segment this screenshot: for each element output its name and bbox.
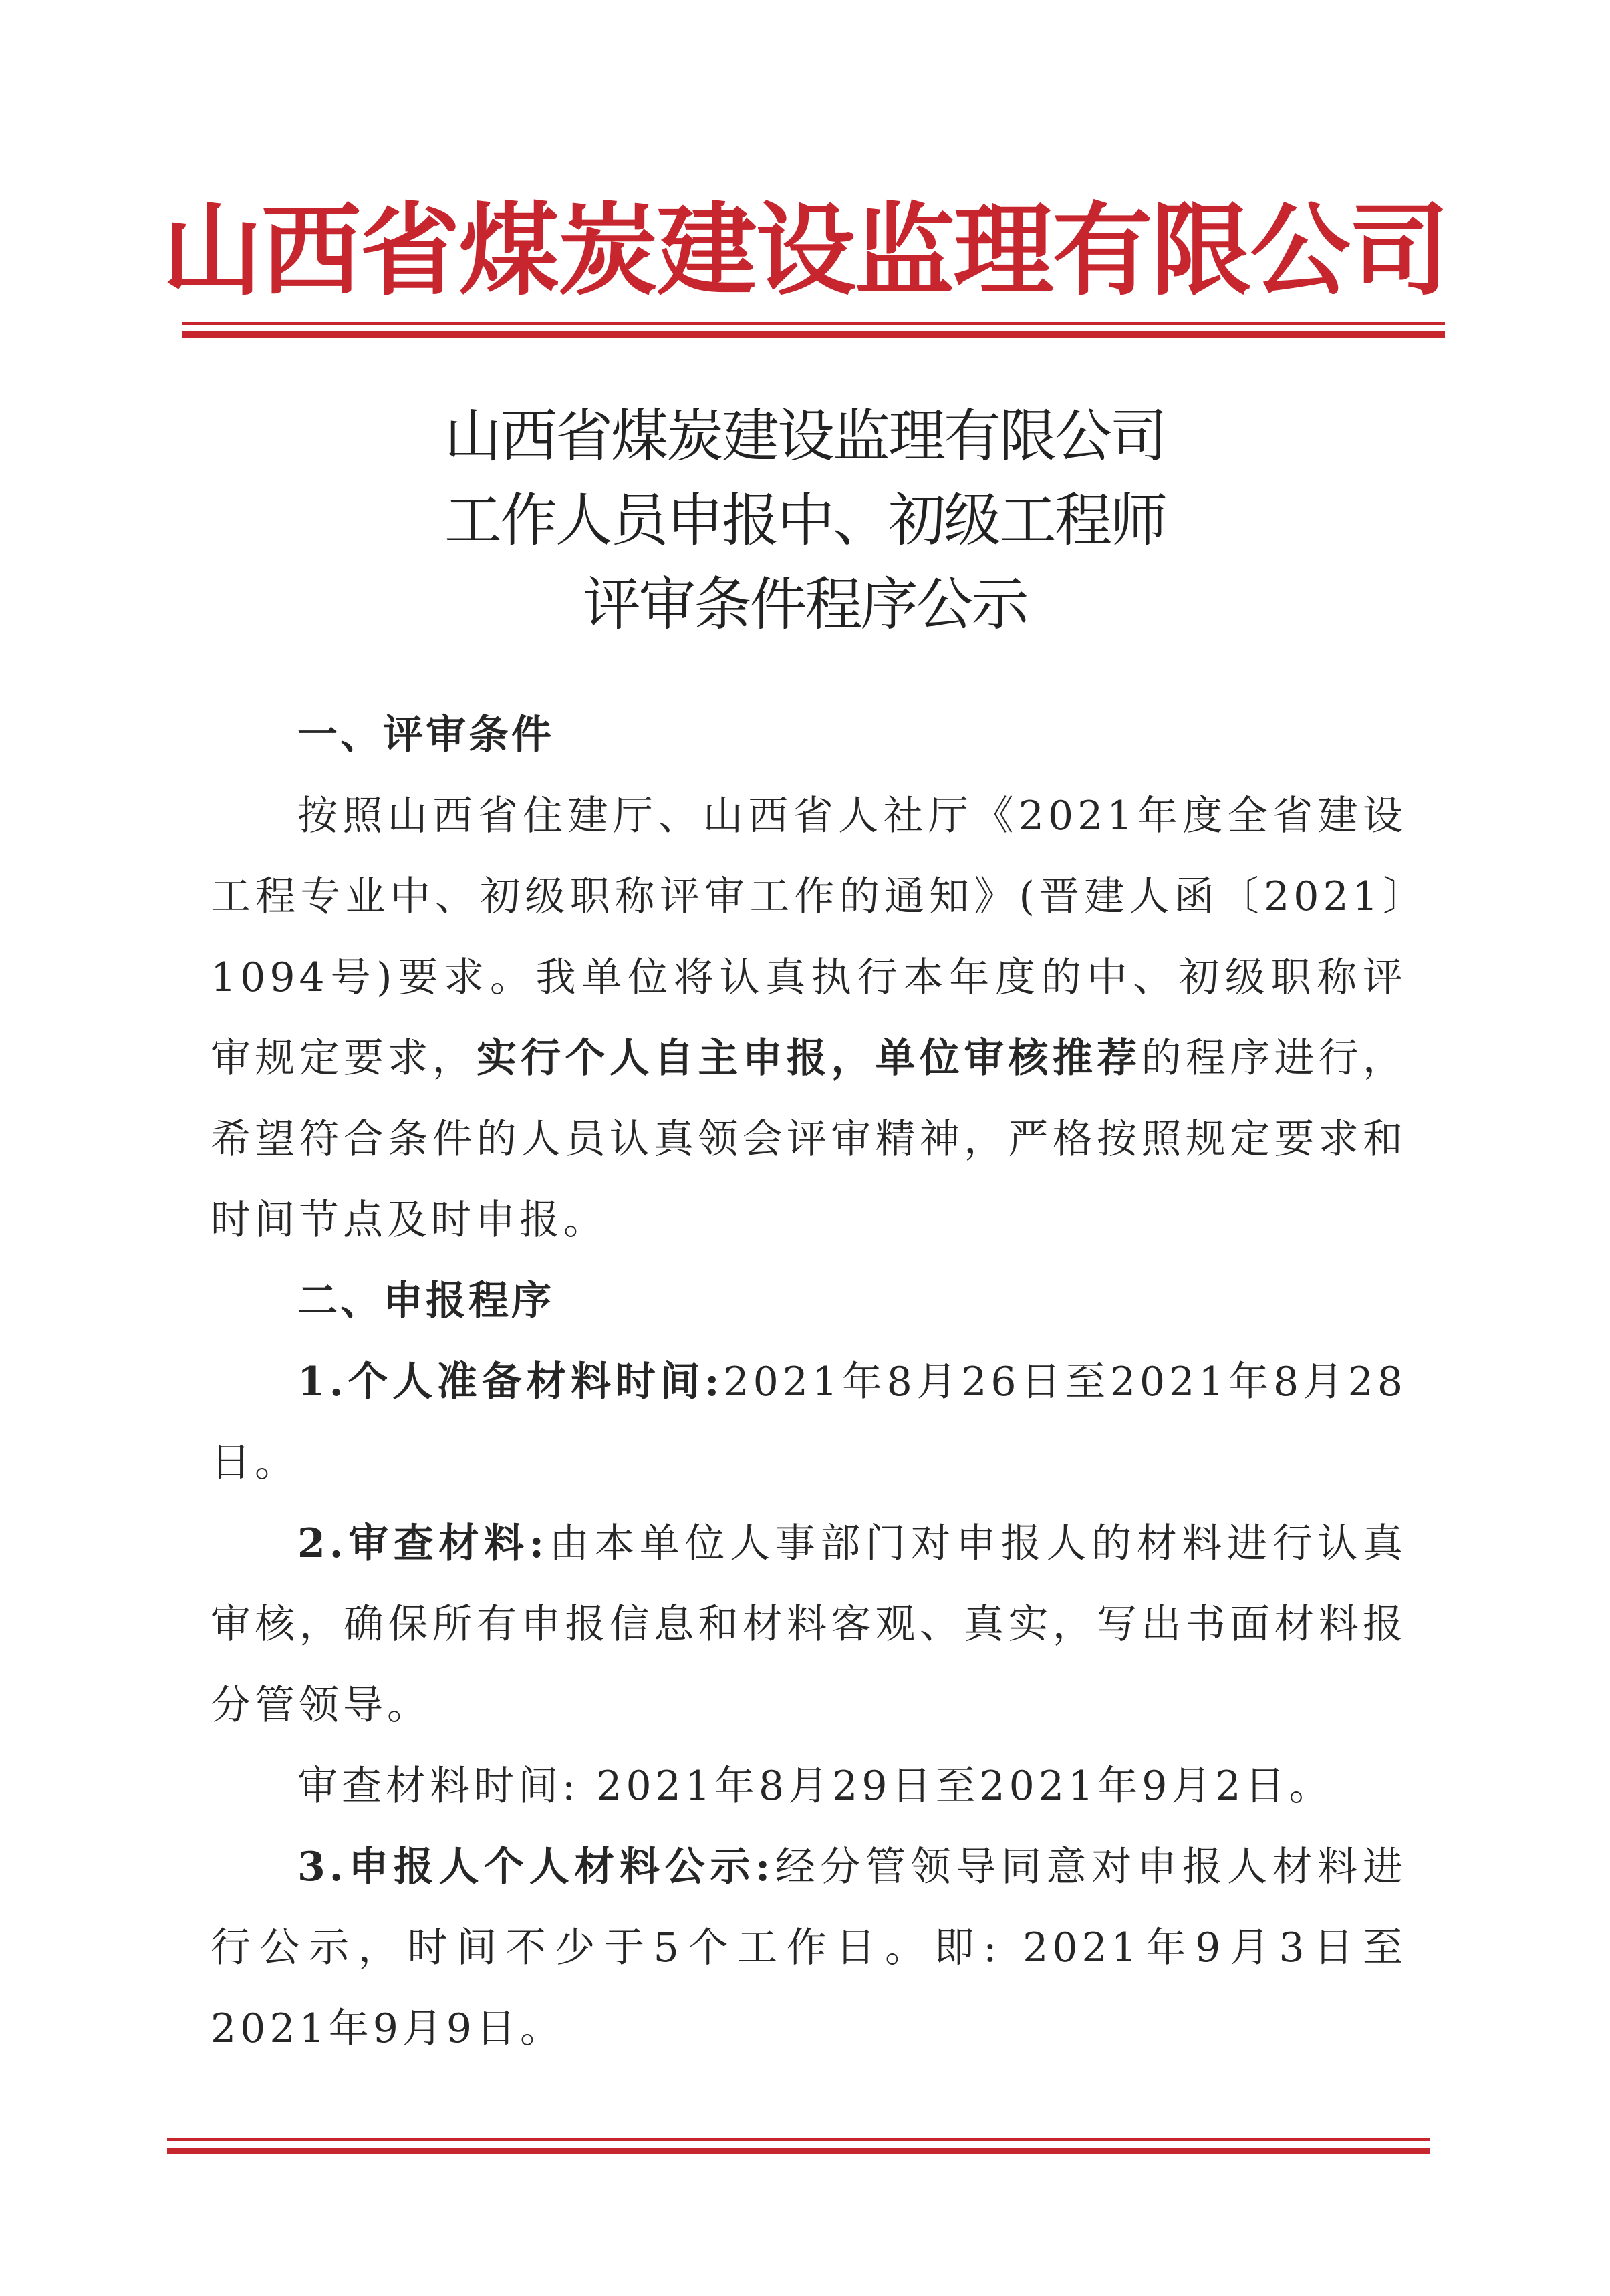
procedure-item-3 — [211, 1827, 1407, 2069]
item-1-label: 1.个人准备材料时间: — [297, 1358, 724, 1405]
item-3-label: 3.申报人个人材料公示: — [297, 1844, 775, 1890]
section-1-bold-phrase: 实行个人自主申报，单位审核推荐 — [476, 1035, 1142, 1082]
item-1-text: 2021年8月26日至2021年8月28日。 — [211, 1358, 1407, 1486]
footer-rule-thin — [167, 2138, 1430, 2141]
letterhead-rule-thick — [182, 331, 1445, 338]
document-title — [0, 394, 1610, 647]
title-line-2: 工作人员申报中、初级工程师 — [444, 487, 1166, 554]
document-body — [211, 695, 1407, 2069]
footer-rule-thick — [167, 2148, 1430, 2154]
section-1-text-a: 按照山西省住建厅、山西省人社厅《2021年度全省建设工程专业中、初级职称评审工作的通知》(晋建人函〔2021〕1094号)要求。我单位将认真执行本年度的中、初级职称评审规定要求， — [211, 793, 1407, 1082]
procedure-item-1 — [211, 1342, 1407, 1503]
procedure-item-2-time: 审查材料时间: 2021年8月29日至2021年9月2日。 — [297, 1763, 1333, 1810]
section-1-paragraph — [211, 776, 1407, 1261]
section-1-text-b: 的程序进行，希望符合条件的人员认真领会评审精神，严格按照规定要求和时间节点及时申报。 — [211, 1035, 1407, 1244]
item-2-text: 由本单位人事部门对申报人的材料进行认真审核，确保所有申报信息和材料客观、真实，写出书面材料报分管领导。 — [211, 1520, 1407, 1729]
procedure-item-2 — [211, 1503, 1407, 1746]
letterhead-rule-thin — [182, 322, 1445, 325]
section-1-heading: 一、评审条件 — [297, 712, 554, 758]
item-2-label: 2.审查材料: — [297, 1520, 548, 1567]
section-2-heading: 二、申报程序 — [297, 1278, 554, 1324]
item-3-text: 经分管领导同意对申报人材料进行公示，时间不少于5个工作日。即: 2021年9月3日至2021年9月9日。 — [211, 1844, 1407, 2052]
title-line-1: 山西省煤炭建设监理有限公司 — [444, 403, 1166, 470]
letterhead-company-name: 山西省煤炭建设监理有限公司 — [162, 192, 1448, 309]
title-line-3: 评审条件程序公示 — [583, 571, 1027, 638]
